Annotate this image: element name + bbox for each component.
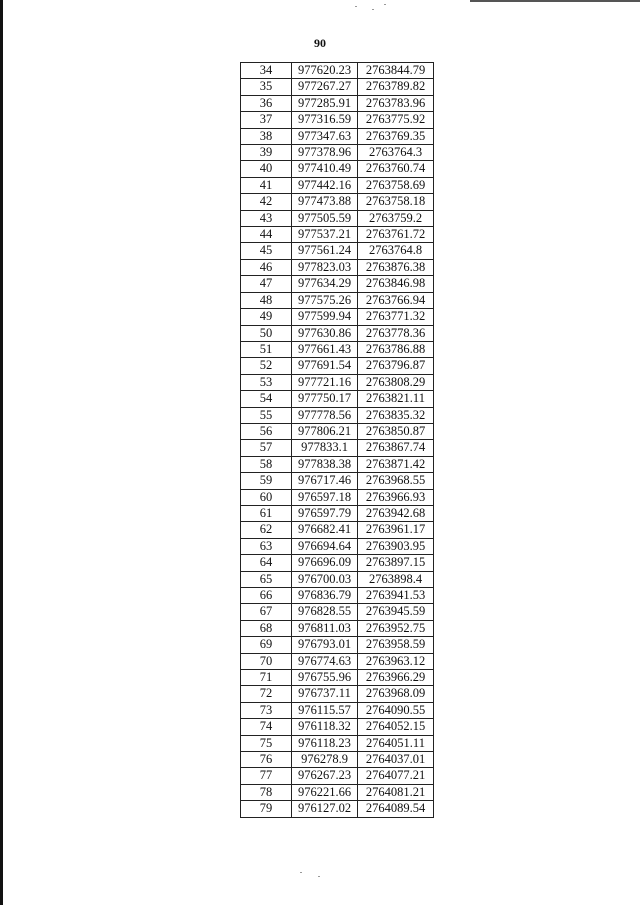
table-row bbox=[241, 571, 434, 587]
point-number-cell: 65 bbox=[241, 571, 292, 587]
y-coordinate-cell: 2763766.94 bbox=[358, 292, 434, 308]
table-row bbox=[241, 604, 434, 620]
point-number-cell: 78 bbox=[241, 784, 292, 800]
point-number-cell: 59 bbox=[241, 473, 292, 489]
y-coordinate-cell: 2763786.88 bbox=[358, 341, 434, 357]
x-coordinate-cell: 977620.23 bbox=[292, 63, 358, 79]
y-coordinate-cell: 2763941.53 bbox=[358, 588, 434, 604]
point-number-cell: 70 bbox=[241, 653, 292, 669]
table-row bbox=[241, 194, 434, 210]
scan-speck bbox=[372, 9, 374, 10]
x-coordinate-cell: 977833.1 bbox=[292, 440, 358, 456]
y-coordinate-cell: 2763835.32 bbox=[358, 407, 434, 423]
x-coordinate-cell: 976737.11 bbox=[292, 686, 358, 702]
table-row bbox=[241, 145, 434, 161]
y-coordinate-cell: 2763867.74 bbox=[358, 440, 434, 456]
point-number-cell: 62 bbox=[241, 522, 292, 538]
point-number-cell: 77 bbox=[241, 768, 292, 784]
y-coordinate-cell: 2763942.68 bbox=[358, 505, 434, 521]
point-number-cell: 60 bbox=[241, 489, 292, 505]
point-number-cell: 61 bbox=[241, 505, 292, 521]
x-coordinate-cell: 977691.54 bbox=[292, 358, 358, 374]
point-number-cell: 55 bbox=[241, 407, 292, 423]
table-row bbox=[241, 505, 434, 521]
x-coordinate-cell: 976793.01 bbox=[292, 637, 358, 653]
scan-speck bbox=[318, 876, 320, 877]
table-row bbox=[241, 95, 434, 111]
point-number-cell: 48 bbox=[241, 292, 292, 308]
x-coordinate-cell: 977347.63 bbox=[292, 128, 358, 144]
scan-left-edge bbox=[0, 0, 3, 905]
table-row bbox=[241, 391, 434, 407]
y-coordinate-cell: 2763758.18 bbox=[358, 194, 434, 210]
x-coordinate-cell: 977537.21 bbox=[292, 227, 358, 243]
point-number-cell: 42 bbox=[241, 194, 292, 210]
point-number-cell: 76 bbox=[241, 752, 292, 768]
point-number-cell: 63 bbox=[241, 538, 292, 554]
table-row bbox=[241, 653, 434, 669]
table-row bbox=[241, 407, 434, 423]
table-row bbox=[241, 227, 434, 243]
point-number-cell: 69 bbox=[241, 637, 292, 653]
x-coordinate-cell: 976696.09 bbox=[292, 555, 358, 571]
table-row bbox=[241, 801, 434, 817]
table-row bbox=[241, 112, 434, 128]
scan-top-edge bbox=[470, 0, 640, 2]
x-coordinate-cell: 976115.57 bbox=[292, 702, 358, 718]
y-coordinate-cell: 2763821.11 bbox=[358, 391, 434, 407]
x-coordinate-cell: 977316.59 bbox=[292, 112, 358, 128]
x-coordinate-cell: 977721.16 bbox=[292, 374, 358, 390]
table-row bbox=[241, 341, 434, 357]
table-row bbox=[241, 423, 434, 439]
x-coordinate-cell: 977630.86 bbox=[292, 325, 358, 341]
x-coordinate-cell: 977661.43 bbox=[292, 341, 358, 357]
table-row bbox=[241, 670, 434, 686]
point-number-cell: 50 bbox=[241, 325, 292, 341]
point-number-cell: 64 bbox=[241, 555, 292, 571]
y-coordinate-cell: 2763897.15 bbox=[358, 555, 434, 571]
x-coordinate-cell: 977505.59 bbox=[292, 210, 358, 226]
point-number-cell: 39 bbox=[241, 145, 292, 161]
y-coordinate-cell: 2763808.29 bbox=[358, 374, 434, 390]
y-coordinate-cell: 2764051.11 bbox=[358, 735, 434, 751]
y-coordinate-cell: 2763850.87 bbox=[358, 423, 434, 439]
y-coordinate-cell: 2763876.38 bbox=[358, 259, 434, 275]
point-number-cell: 37 bbox=[241, 112, 292, 128]
x-coordinate-cell: 977561.24 bbox=[292, 243, 358, 259]
x-coordinate-cell: 977378.96 bbox=[292, 145, 358, 161]
x-coordinate-cell: 976221.66 bbox=[292, 784, 358, 800]
y-coordinate-cell: 2763783.96 bbox=[358, 95, 434, 111]
point-number-cell: 73 bbox=[241, 702, 292, 718]
point-number-cell: 71 bbox=[241, 670, 292, 686]
x-coordinate-cell: 977473.88 bbox=[292, 194, 358, 210]
x-coordinate-cell: 977599.94 bbox=[292, 309, 358, 325]
point-number-cell: 49 bbox=[241, 309, 292, 325]
y-coordinate-cell: 2763968.55 bbox=[358, 473, 434, 489]
y-coordinate-cell: 2763778.36 bbox=[358, 325, 434, 341]
point-number-cell: 43 bbox=[241, 210, 292, 226]
y-coordinate-cell: 2763961.17 bbox=[358, 522, 434, 538]
coordinates-table-body bbox=[241, 63, 434, 818]
y-coordinate-cell: 2763903.95 bbox=[358, 538, 434, 554]
y-coordinate-cell: 2763963.12 bbox=[358, 653, 434, 669]
y-coordinate-cell: 2763945.59 bbox=[358, 604, 434, 620]
point-number-cell: 56 bbox=[241, 423, 292, 439]
table-row bbox=[241, 259, 434, 275]
y-coordinate-cell: 2764081.21 bbox=[358, 784, 434, 800]
x-coordinate-cell: 977267.27 bbox=[292, 79, 358, 95]
y-coordinate-cell: 2763760.74 bbox=[358, 161, 434, 177]
x-coordinate-cell: 976828.55 bbox=[292, 604, 358, 620]
x-coordinate-cell: 977575.26 bbox=[292, 292, 358, 308]
x-coordinate-cell: 976597.79 bbox=[292, 505, 358, 521]
x-coordinate-cell: 977750.17 bbox=[292, 391, 358, 407]
point-number-cell: 57 bbox=[241, 440, 292, 456]
point-number-cell: 75 bbox=[241, 735, 292, 751]
x-coordinate-cell: 977778.56 bbox=[292, 407, 358, 423]
y-coordinate-cell: 2764037.01 bbox=[358, 752, 434, 768]
table-row bbox=[241, 358, 434, 374]
x-coordinate-cell: 977838.38 bbox=[292, 456, 358, 472]
table-row bbox=[241, 210, 434, 226]
table-row bbox=[241, 686, 434, 702]
point-number-cell: 51 bbox=[241, 341, 292, 357]
y-coordinate-cell: 2763958.59 bbox=[358, 637, 434, 653]
x-coordinate-cell: 976700.03 bbox=[292, 571, 358, 587]
point-number-cell: 34 bbox=[241, 63, 292, 79]
y-coordinate-cell: 2763844.79 bbox=[358, 63, 434, 79]
point-number-cell: 52 bbox=[241, 358, 292, 374]
x-coordinate-cell: 976717.46 bbox=[292, 473, 358, 489]
y-coordinate-cell: 2763846.98 bbox=[358, 276, 434, 292]
x-coordinate-cell: 976267.23 bbox=[292, 768, 358, 784]
table-row bbox=[241, 555, 434, 571]
x-coordinate-cell: 976755.96 bbox=[292, 670, 358, 686]
table-row bbox=[241, 620, 434, 636]
x-coordinate-cell: 976127.02 bbox=[292, 801, 358, 817]
y-coordinate-cell: 2763758.69 bbox=[358, 177, 434, 193]
point-number-cell: 66 bbox=[241, 588, 292, 604]
table-row bbox=[241, 473, 434, 489]
x-coordinate-cell: 976836.79 bbox=[292, 588, 358, 604]
x-coordinate-cell: 977442.16 bbox=[292, 177, 358, 193]
point-number-cell: 47 bbox=[241, 276, 292, 292]
x-coordinate-cell: 976278.9 bbox=[292, 752, 358, 768]
x-coordinate-cell: 977806.21 bbox=[292, 423, 358, 439]
y-coordinate-cell: 2764089.54 bbox=[358, 801, 434, 817]
point-number-cell: 45 bbox=[241, 243, 292, 259]
table-row bbox=[241, 276, 434, 292]
point-number-cell: 35 bbox=[241, 79, 292, 95]
table-row bbox=[241, 702, 434, 718]
x-coordinate-cell: 976118.23 bbox=[292, 735, 358, 751]
table-row bbox=[241, 63, 434, 79]
y-coordinate-cell: 2763898.4 bbox=[358, 571, 434, 587]
point-number-cell: 46 bbox=[241, 259, 292, 275]
table-row bbox=[241, 768, 434, 784]
x-coordinate-cell: 976774.63 bbox=[292, 653, 358, 669]
table-row bbox=[241, 128, 434, 144]
scan-speck bbox=[355, 6, 357, 7]
y-coordinate-cell: 2763871.42 bbox=[358, 456, 434, 472]
y-coordinate-cell: 2763966.29 bbox=[358, 670, 434, 686]
table-row bbox=[241, 637, 434, 653]
point-number-cell: 79 bbox=[241, 801, 292, 817]
table-row bbox=[241, 522, 434, 538]
table-row bbox=[241, 538, 434, 554]
point-number-cell: 58 bbox=[241, 456, 292, 472]
table-row bbox=[241, 784, 434, 800]
y-coordinate-cell: 2763769.35 bbox=[358, 128, 434, 144]
table-row bbox=[241, 440, 434, 456]
page-number: 90 bbox=[314, 36, 326, 50]
y-coordinate-cell: 2763796.87 bbox=[358, 358, 434, 374]
point-number-cell: 68 bbox=[241, 620, 292, 636]
point-number-cell: 53 bbox=[241, 374, 292, 390]
y-coordinate-cell: 2764077.21 bbox=[358, 768, 434, 784]
point-number-cell: 74 bbox=[241, 719, 292, 735]
point-number-cell: 36 bbox=[241, 95, 292, 111]
table-row bbox=[241, 177, 434, 193]
coordinates-table bbox=[240, 62, 434, 818]
y-coordinate-cell: 2763759.2 bbox=[358, 210, 434, 226]
point-number-cell: 54 bbox=[241, 391, 292, 407]
table-row bbox=[241, 735, 434, 751]
table-row bbox=[241, 489, 434, 505]
y-coordinate-cell: 2763761.72 bbox=[358, 227, 434, 243]
table-row bbox=[241, 325, 434, 341]
point-number-cell: 38 bbox=[241, 128, 292, 144]
table-row bbox=[241, 588, 434, 604]
x-coordinate-cell: 977410.49 bbox=[292, 161, 358, 177]
table-row bbox=[241, 719, 434, 735]
x-coordinate-cell: 976597.18 bbox=[292, 489, 358, 505]
y-coordinate-cell: 2763764.3 bbox=[358, 145, 434, 161]
point-number-cell: 67 bbox=[241, 604, 292, 620]
table-row bbox=[241, 243, 434, 259]
scan-speck bbox=[300, 872, 302, 873]
y-coordinate-cell: 2763952.75 bbox=[358, 620, 434, 636]
x-coordinate-cell: 977823.03 bbox=[292, 259, 358, 275]
table-row bbox=[241, 752, 434, 768]
table-row bbox=[241, 79, 434, 95]
table-row bbox=[241, 292, 434, 308]
y-coordinate-cell: 2763789.82 bbox=[358, 79, 434, 95]
x-coordinate-cell: 976811.03 bbox=[292, 620, 358, 636]
y-coordinate-cell: 2763966.93 bbox=[358, 489, 434, 505]
y-coordinate-cell: 2763764.8 bbox=[358, 243, 434, 259]
table-row bbox=[241, 309, 434, 325]
x-coordinate-cell: 976694.64 bbox=[292, 538, 358, 554]
x-coordinate-cell: 977634.29 bbox=[292, 276, 358, 292]
y-coordinate-cell: 2764090.55 bbox=[358, 702, 434, 718]
point-number-cell: 44 bbox=[241, 227, 292, 243]
point-number-cell: 72 bbox=[241, 686, 292, 702]
point-number-cell: 41 bbox=[241, 177, 292, 193]
y-coordinate-cell: 2763968.09 bbox=[358, 686, 434, 702]
table-row bbox=[241, 161, 434, 177]
x-coordinate-cell: 976118.32 bbox=[292, 719, 358, 735]
point-number-cell: 40 bbox=[241, 161, 292, 177]
y-coordinate-cell: 2763771.32 bbox=[358, 309, 434, 325]
y-coordinate-cell: 2764052.15 bbox=[358, 719, 434, 735]
table-row bbox=[241, 456, 434, 472]
x-coordinate-cell: 977285.91 bbox=[292, 95, 358, 111]
x-coordinate-cell: 976682.41 bbox=[292, 522, 358, 538]
table-row bbox=[241, 374, 434, 390]
y-coordinate-cell: 2763775.92 bbox=[358, 112, 434, 128]
scan-speck bbox=[384, 4, 386, 5]
